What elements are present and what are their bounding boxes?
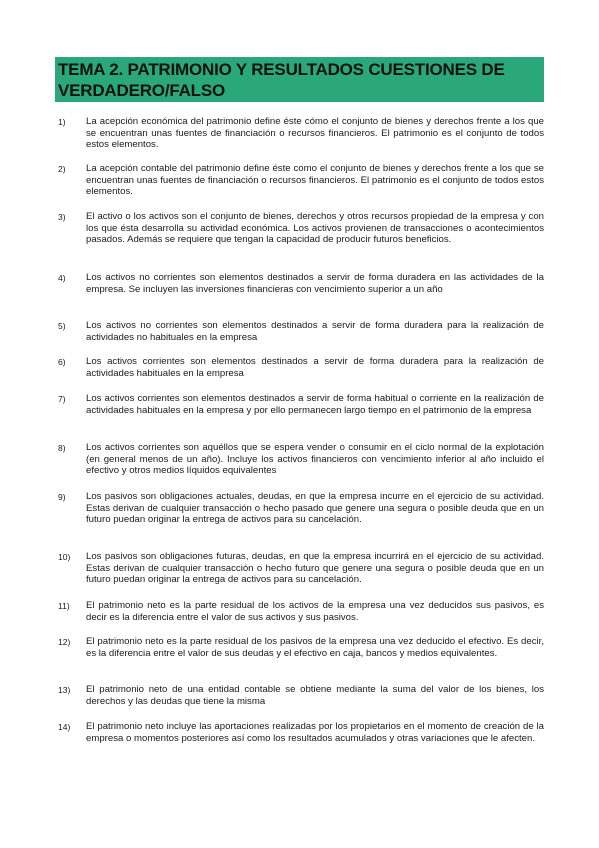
question-number: 5)	[58, 321, 66, 331]
question-text: Los activos no corrientes son elementos destinados a servir de forma duradera en las actividades de la empresa. Se incluyen las inversiones financieras con vencimiento superior a un año	[86, 272, 544, 295]
question-text: La acepción contable del patrimonio define éste como el conjunto de bienes y derechos frente a los que se encuentran unas fuentes de financiación o recursos financieros. El patrimonio es el conjunto de todos estos elementos.	[86, 163, 544, 198]
question-number: 11)	[58, 601, 70, 611]
question-text: Los activos corrientes son aquéllos que se espera vender o consumir en el ciclo normal de la explotación (en general menos de un año). Incluye los activos financieros con vencimiento inferior al año incluido el efectivo y otros medios líquidos equivalentes	[86, 442, 544, 477]
question-text: El activo o los activos son el conjunto de bienes, derechos y otros recursos propiedad de la empresa y con los que ésta desarrolla su actividad económica. Los activos provienen de transacciones o acontecimientos pasados. Además se requiere que tengan la capacidad de producir futuros beneficios.	[86, 211, 544, 246]
question-number: 6)	[58, 357, 66, 367]
question-text: La acepción económica del patrimonio define éste cómo el conjunto de bienes y derechos frente a los que se encuentran unas fuentes de financiación o recursos financieros. El patrimonio es el conjunto de todos estos elementos.	[86, 116, 544, 151]
question-text: El patrimonio neto de una entidad contable se obtiene mediante la suma del valor de los bienes, los derechos y las deudas que tiene la misma	[86, 684, 544, 707]
question-text: Los pasivos son obligaciones actuales, deudas, en que la empresa incurre en el ejercicio de su actividad. Estas derivan de cualquier transacción o hecho pasado que genere una segura o posible deuda que en un futuro puedan originar la entrega de activos para su cancelación.	[86, 491, 544, 526]
question-text: El patrimonio neto es la parte residual de los pasivos de la empresa una vez deducido el efectivo. Es decir, es la diferencia entre el valor de sus deudas y el efectivo en caja, bancos y medios equivalentes.	[86, 636, 544, 659]
question-text: El patrimonio neto es la parte residual de los activos de la empresa una vez deducidos sus pasivos, es decir es la diferencia entre el valor de sus activos y sus pasivos.	[86, 600, 544, 623]
question-number: 2)	[58, 164, 66, 174]
question-text: Los activos no corrientes son elementos destinados a servir de forma duradera para la realización de actividades no habituales en la empresa	[86, 320, 544, 343]
question-number: 8)	[58, 443, 66, 453]
question-number: 9)	[58, 492, 66, 502]
question-text: El patrimonio neto incluye las aportaciones realizadas por los propietarios en el momento de creación de la empresa o momentos posteriores así como los resultados acumulados y otras variaciones que le afecten.	[86, 721, 544, 744]
question-text: Los activos corrientes son elementos destinados a servir de forma habitual o corriente en la realización de actividades habituales en la empresa y por ello permanecen largo tiempo en el patrimonio de la empresa	[86, 393, 544, 416]
question-number: 12)	[58, 637, 71, 647]
question-number: 3)	[58, 212, 66, 222]
question-text: Los pasivos son obligaciones futuras, deudas, en que la empresa incurrirá en el ejercicio de su actividad. Estas derivan de cualquier transacción o hecho futuro que genere una segura o posible deuda que en un futuro puedan originar la entrega de activos para su cancelación.	[86, 551, 544, 586]
question-number: 14)	[58, 722, 71, 732]
question-number: 13)	[58, 685, 71, 695]
question-number: 1)	[58, 117, 66, 127]
question-number: 7)	[58, 394, 66, 404]
question-number: 10)	[58, 552, 71, 562]
question-text: Los activos corrientes son elementos destinados a servir de forma duradera para la realización de actividades habituales en la empresa	[86, 356, 544, 379]
page-title: TEMA 2. PATRIMONIO Y RESULTADOS CUESTIONES DE VERDADERO/FALSO	[58, 60, 505, 100]
question-number: 4)	[58, 273, 66, 283]
